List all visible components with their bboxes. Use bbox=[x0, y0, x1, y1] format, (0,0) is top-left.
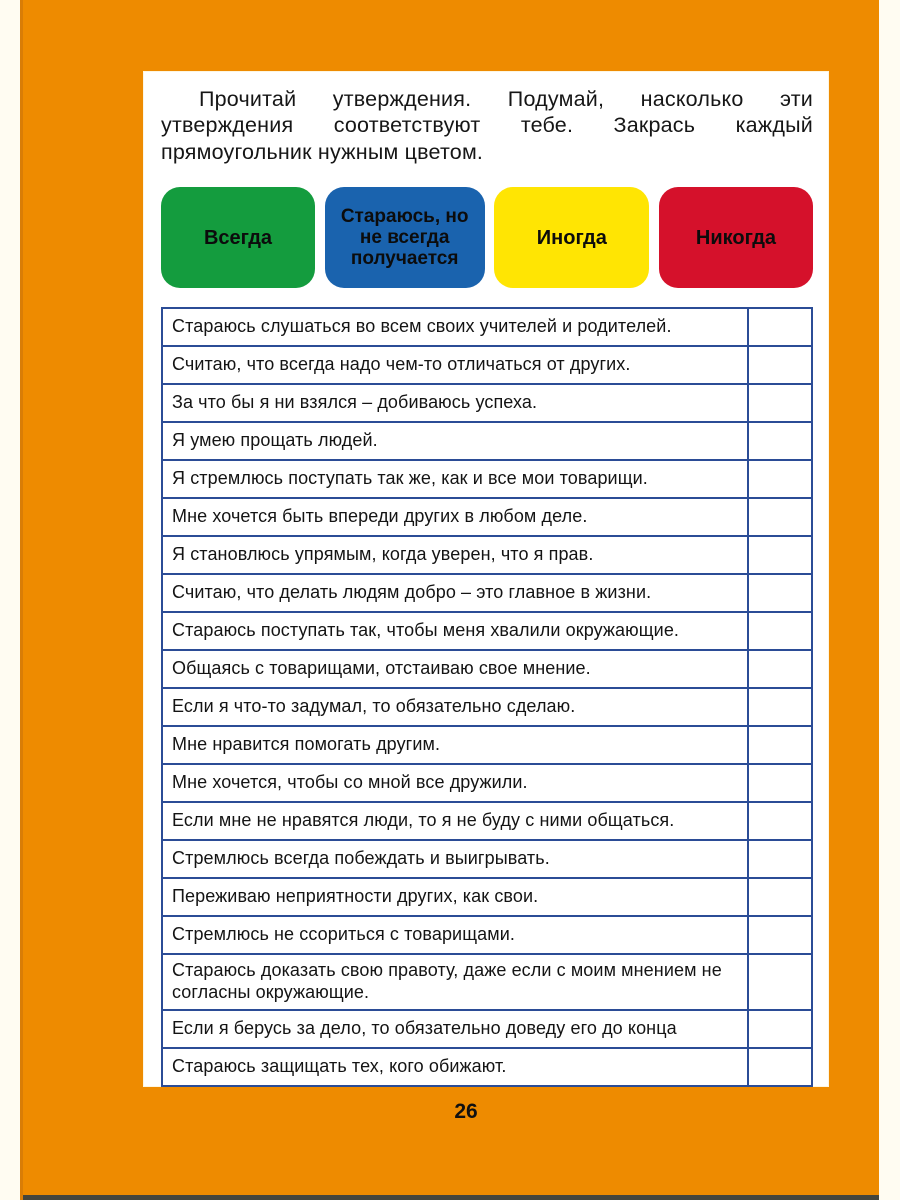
table-row bbox=[162, 764, 812, 802]
statement-text: Я умею прощать людей. bbox=[162, 422, 748, 460]
statement-text: Стараюсь доказать свою правоту, даже если с моим мнением не согласны окружающие. bbox=[162, 954, 748, 1010]
statement-text: Я становлюсь упрямым, когда уверен, что я прав. bbox=[162, 536, 748, 574]
table-row bbox=[162, 916, 812, 954]
answer-color-cell[interactable] bbox=[748, 1010, 812, 1048]
table-row bbox=[162, 346, 812, 384]
answer-color-cell[interactable] bbox=[748, 1048, 812, 1086]
page-number: 26 bbox=[454, 1100, 478, 1123]
legend-option-try[interactable] bbox=[325, 187, 485, 288]
answer-color-cell[interactable] bbox=[748, 460, 812, 498]
answer-color-cell[interactable] bbox=[748, 384, 812, 422]
statement-text: За что бы я ни взялся – добиваюсь успеха. bbox=[162, 384, 748, 422]
statement-text: Мне хочется, чтобы со мной все дружили. bbox=[162, 764, 748, 802]
answer-color-cell[interactable] bbox=[748, 764, 812, 802]
legend-option-never[interactable] bbox=[659, 187, 813, 288]
statement-text: Стремлюсь не ссориться с товарищами. bbox=[162, 916, 748, 954]
answer-color-cell[interactable] bbox=[748, 878, 812, 916]
statement-text: Я стремлюсь поступать так же, как и все мои товарищи. bbox=[162, 460, 748, 498]
answer-color-cell[interactable] bbox=[748, 498, 812, 536]
statement-text: Общаясь с товарищами, отстаиваю свое мнение. bbox=[162, 650, 748, 688]
statement-text: Если я что-то задумал, то обязательно сделаю. bbox=[162, 688, 748, 726]
worksheet bbox=[144, 72, 828, 1086]
legend-option-sometimes[interactable] bbox=[494, 187, 649, 288]
answer-color-cell[interactable] bbox=[748, 840, 812, 878]
table-row bbox=[162, 1048, 812, 1086]
legend-option-label: Иногда bbox=[536, 226, 607, 249]
table-row bbox=[162, 536, 812, 574]
page-background bbox=[20, 0, 879, 1200]
table-row bbox=[162, 574, 812, 612]
table-row bbox=[162, 384, 812, 422]
legend-option-always[interactable] bbox=[161, 187, 315, 288]
statement-text: Если я берусь за дело, то обязательно доведу его до конца bbox=[162, 1010, 748, 1048]
answer-color-cell[interactable] bbox=[748, 802, 812, 840]
statement-text: Стараюсь защищать тех, кого обижают. bbox=[162, 1048, 748, 1086]
table-row bbox=[162, 1010, 812, 1048]
answer-color-cell[interactable] bbox=[748, 916, 812, 954]
table-row bbox=[162, 688, 812, 726]
legend-option-label: Всегда bbox=[203, 226, 273, 249]
table-row bbox=[162, 498, 812, 536]
answer-color-cell[interactable] bbox=[748, 574, 812, 612]
statement-text: Мне хочется быть впереди других в любом деле. bbox=[162, 498, 748, 536]
statement-text: Стараюсь поступать так, чтобы меня хвалили окружающие. bbox=[162, 612, 748, 650]
answer-color-cell[interactable] bbox=[748, 650, 812, 688]
answer-color-cell[interactable] bbox=[748, 308, 812, 346]
statements-table bbox=[161, 307, 813, 1087]
answer-color-cell[interactable] bbox=[748, 536, 812, 574]
legend-option-label: Никогда bbox=[695, 226, 777, 249]
statement-text: Мне нравится помогать другим. bbox=[162, 726, 748, 764]
legend-option-label: Стараюсь, но не всегда получается bbox=[340, 205, 469, 270]
color-legend bbox=[161, 187, 813, 288]
table-row bbox=[162, 612, 812, 650]
instruction-text: Прочитай утверждения. Подумай, насколько эти утверждения соответствуют тебе. Закрась каждый прямоугольник нужным цветом. bbox=[161, 87, 813, 164]
table-row bbox=[162, 308, 812, 346]
table-row bbox=[162, 878, 812, 916]
answer-color-cell[interactable] bbox=[748, 612, 812, 650]
answer-color-cell[interactable] bbox=[748, 346, 812, 384]
table-row bbox=[162, 460, 812, 498]
statement-text: Стараюсь слушаться во всем своих учителей и родителей. bbox=[162, 308, 748, 346]
statement-text: Считаю, что делать людям добро – это главное в жизни. bbox=[162, 574, 748, 612]
statement-text: Переживаю неприятности других, как свои. bbox=[162, 878, 748, 916]
statement-text: Если мне не нравятся люди, то я не буду с ними общаться. bbox=[162, 802, 748, 840]
table-row bbox=[162, 802, 812, 840]
table-row bbox=[162, 954, 812, 1010]
answer-color-cell[interactable] bbox=[748, 422, 812, 460]
bottom-edge-bar bbox=[23, 1195, 879, 1200]
table-row bbox=[162, 840, 812, 878]
answer-color-cell[interactable] bbox=[748, 726, 812, 764]
table-row bbox=[162, 422, 812, 460]
statements-table-body bbox=[162, 308, 812, 1086]
statement-text: Стремлюсь всегда побеждать и выигрывать. bbox=[162, 840, 748, 878]
answer-color-cell[interactable] bbox=[748, 954, 812, 1010]
statement-text: Считаю, что всегда надо чем-то отличаться от других. bbox=[162, 346, 748, 384]
answer-color-cell[interactable] bbox=[748, 688, 812, 726]
table-row bbox=[162, 650, 812, 688]
table-row bbox=[162, 726, 812, 764]
